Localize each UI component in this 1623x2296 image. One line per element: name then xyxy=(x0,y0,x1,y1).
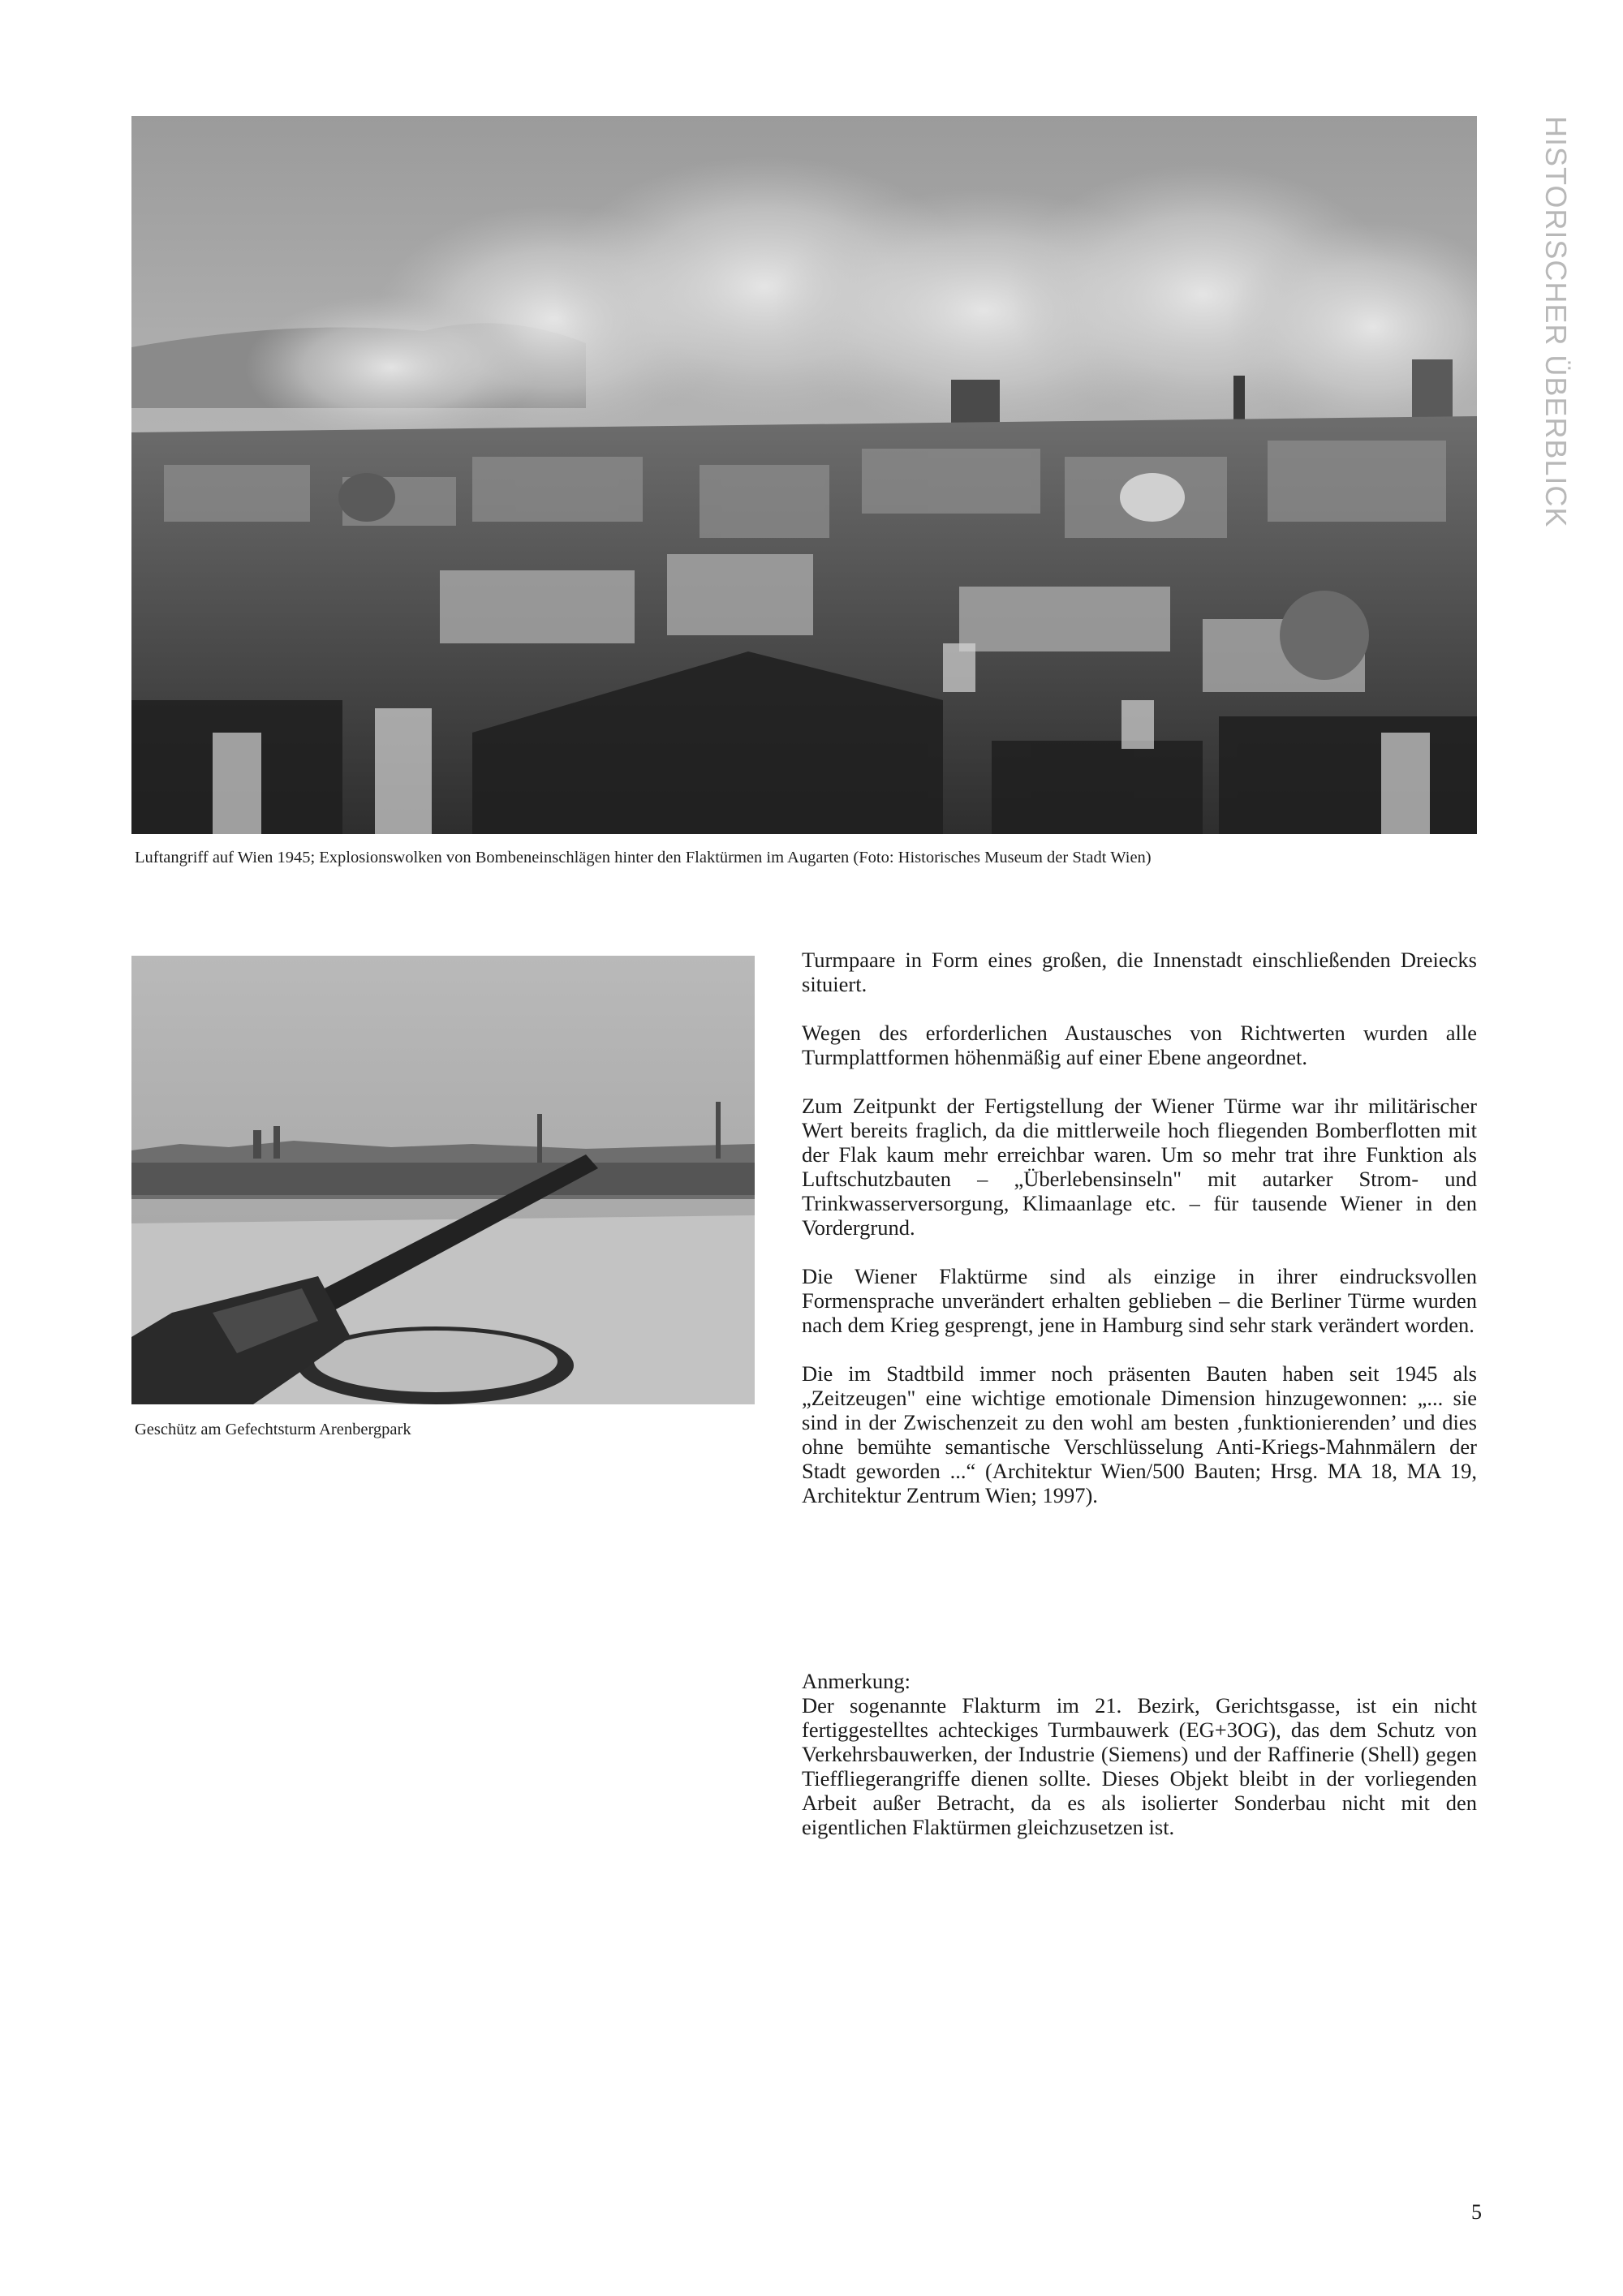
note xyxy=(802,1669,1477,1839)
note-text: Der sogenannte Flakturm im 21. Bezirk, Gerichtsgasse, ist ein nicht fertiggestelltes achteckiges Turmbauwerk (EG+3OG), das dem Schutz von Verkehrsbauwerken, der Industrie (Siemens) und der Raffinerie (Shell) gegen Tieffliegerangriffe dienen sollte. Dieses Objekt bleibt in der vorliegenden Arbeit außer Betracht, da es als isolierter Sonderbau nicht mit den eigentlichen Flaktürmen gleichzusetzen ist. xyxy=(802,1693,1477,1839)
gun-caption: Geschütz am Gefechtsturm Arenbergpark xyxy=(135,1421,411,1438)
section-heading xyxy=(1530,116,1578,564)
section-heading-text: HISTORISCHER ÜBERBLICK xyxy=(1539,116,1573,528)
gun-photo xyxy=(131,956,755,1404)
paragraph: Die Wiener Flaktürme sind als einzige in ihrer eindrucksvollen Formensprache unverändert erhalten geblieben – die Berliner Türme wurden nach dem Krieg gesprengt, jene in Hamburg sind sehr stark verändert worden. xyxy=(802,1264,1477,1337)
paragraph: Zum Zeitpunkt der Fertigstellung der Wiener Türme war ihr militärischer Wert bereits fraglich, da die mittlerweile hoch fliegenden Bomberflotten mit der Flak kaum mehr erreichbar waren. Um so mehr trat ihre Funktion als Luftschutzbauten – „Überlebensinseln" mit autarker Strom- und Trinkwasserversorgung, Klimaanlage etc. – für tausende Wiener in den Vordergrund. xyxy=(802,1094,1477,1240)
page-number: 5 xyxy=(1471,2200,1482,2224)
paragraph: Wegen des erforderlichen Austausches von Richtwerten wurden alle Turmplattformen höhenmäßig auf einer Ebene angeordnet. xyxy=(802,1021,1477,1069)
note-title: Anmerkung: xyxy=(802,1669,911,1693)
paragraph: Die im Stadtbild immer noch präsenten Bauten haben seit 1945 als „Zeitzeugen" eine wichtige emotionale Dimension hinzugewonnen: „... sie sind in der Zwischenzeit zu den wohl am besten ‚funktionierenden’ und dies ohne bemühte semantische Verschlüsselung Anti-Kriegs-Mahnmälern der Stadt geworden ...“ (Architektur Wien/500 Bauten; Hrsg. MA 18, MA 19, Architektur Zentrum Wien; 1997). xyxy=(802,1361,1477,1507)
paragraph: Turmpaare in Form eines großen, die Innenstadt einschließenden Dreiecks situiert. xyxy=(802,948,1477,996)
air-raid-caption: Luftangriff auf Wien 1945; Explosionswolken von Bombeneinschlägen hinter den Flaktürmen im Augarten (Foto: Historisches Museum der Stadt Wien) xyxy=(135,849,1152,866)
body-text xyxy=(802,948,1477,1507)
air-raid-photo xyxy=(131,116,1477,834)
